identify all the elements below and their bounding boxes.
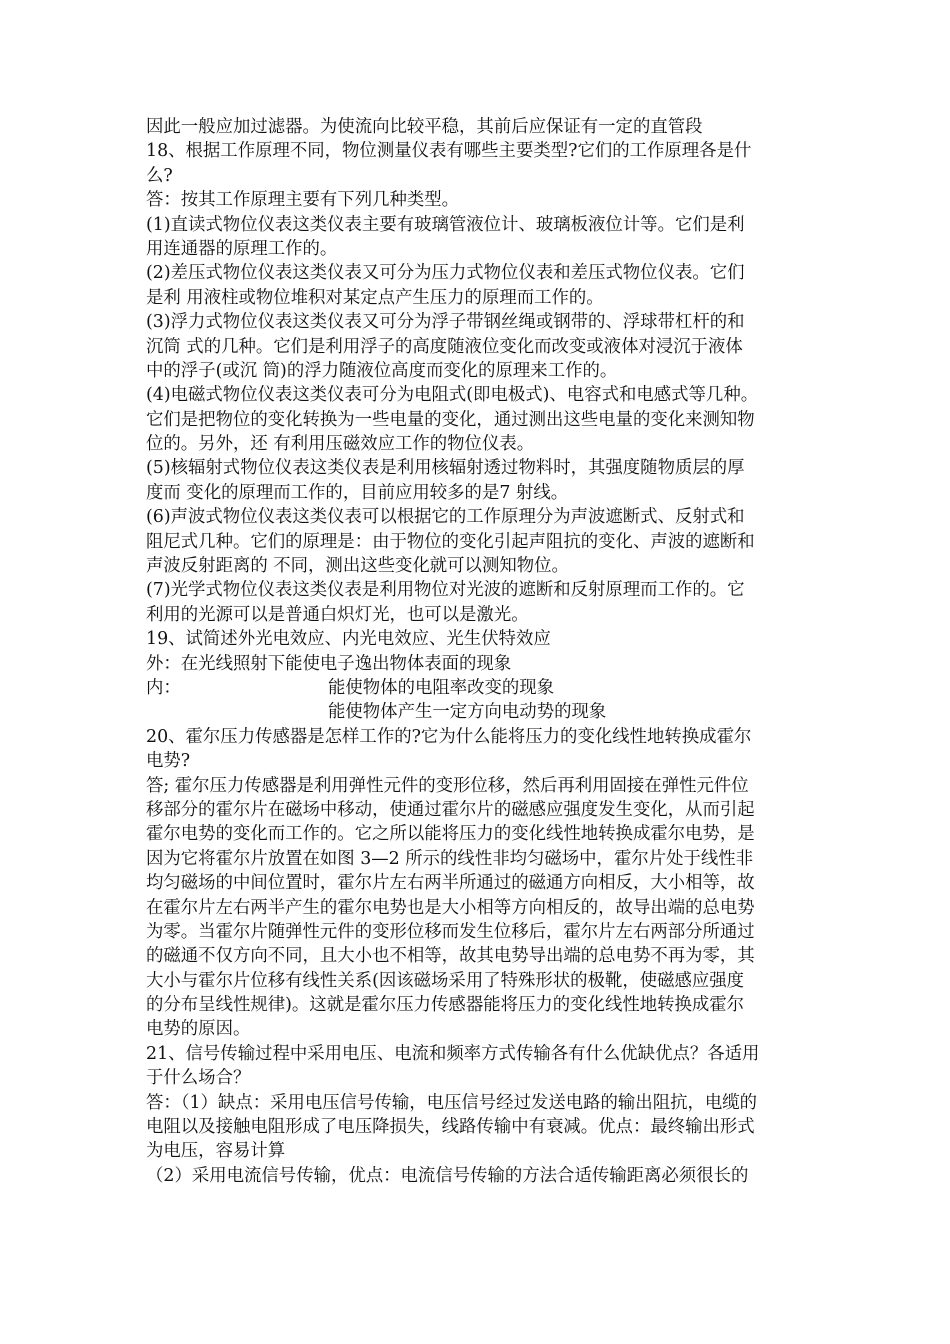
text-line: 霍尔电势的变化而工作的。它之所以能将压力的变化线性地转换成霍尔电势，是 [146, 824, 755, 845]
text-line: 大小与霍尔片位移有线性关系(因该磁场采用了特殊形状的极靴，使磁感应强度 [146, 970, 745, 991]
answer-18-intro: 答：按其工作原理主要有下列几种类型。 [146, 190, 460, 211]
question-19-heading: 19、试简述外光电效应、内光电效应、光生伏特效应 [146, 629, 551, 650]
text-line: 用连通器的原理工作的。 [146, 238, 338, 259]
text-line: 的磁通不仅方向不同，且大小也不相等，故其电势导出端的总电势不再为零，其 [146, 946, 755, 967]
text-line: 利用的光源可以是普通白炽灯光，也可以是激光。 [146, 604, 529, 625]
text-line: (6)声波式物位仪表这类仪表可以根据它的工作原理分为声波遮断式、反射式和 [146, 507, 745, 528]
text-line: (4)电磁式物位仪表这类仪表可分为电阻式(即电极式)、电容式和电感式等几种。 [146, 385, 759, 406]
text-line: 么? [146, 165, 173, 186]
text-line: (1)直读式物位仪表这类仪表主要有玻璃管液位计、玻璃板液位计等。它们是利 [146, 214, 745, 235]
inner-label: 内： [146, 677, 181, 698]
text-line: 是利 用液柱或物位堆积对某定点产生压力的原理而工作的。 [146, 287, 604, 308]
text-line: (7)光学式物位仪表这类仪表是利用物位对光波的遮断和反射原理而工作的。它 [146, 580, 745, 601]
text-line: 均匀磁场的中间位置时，霍尔片左右两半所通过的磁通方向相反，大小相等，故 [146, 873, 755, 894]
document-body [146, 115, 816, 1188]
question-21-heading: 21、信号传输过程中采用电压、电流和频率方式传输各有什么优缺优点？各适用 [146, 1043, 760, 1064]
text-line: 电势的原因。 [146, 1019, 251, 1040]
inner-text: 能使物体的电阻率改变的现象 [328, 677, 555, 698]
text-line: 因为它将霍尔片放置在如图 3—2 所示的线性非均匀磁场中，霍尔片处于线性非 [146, 848, 754, 869]
question-18-heading: 18、根据工作原理不同，物位测量仪表有哪些主要类型?它们的工作原理各是什 [146, 141, 752, 162]
text-line: 它们是把物位的变化转换为一些电量的变化，通过测出这些电量的变化来测知物 [146, 409, 755, 430]
text-line: 的分布呈线性规律)。这就是霍尔压力传感器能将压力的变化线性地转换成霍尔 [146, 995, 745, 1016]
text-line: 于什么场合？ [146, 1068, 251, 1089]
text-line: 阻尼式几种。它们的原理是：由于物位的变化引起声阻抗的变化、声波的遮断和 [146, 531, 755, 552]
text-line: 因此一般应加过滤器。为使流向比较平稳，其前后应保证有一定的直管段 [146, 117, 703, 137]
text-line: 在霍尔片左右两半产生的霍尔电势也是大小相等方向相反的，故导出端的总电势 [146, 897, 755, 918]
text-line: 答; 霍尔压力传感器是利用弹性元件的变形位移，然后再利用固接在弹性元件位 [146, 775, 749, 796]
text-line: 沉筒 式的几种。它们是利用浮子的高度随液位变化而改变或液体对浸沉于液体 [146, 336, 743, 357]
text-line: （2）采用电流信号传输，优点：电流信号传输的方法合适传输距离必须很长的 [146, 1165, 749, 1186]
text-line: (3)浮力式物位仪表这类仪表又可分为浮子带钢丝绳或钢带的、浮球带杠杆的和 [146, 312, 745, 333]
text-line: 移部分的霍尔片在磁场中移动，使通过霍尔片的磁感应强度发生变化，从而引起 [146, 799, 755, 820]
question-20-heading: 20、霍尔压力传感器是怎样工作的?它为什么能将压力的变化线性地转换成霍尔 [146, 726, 752, 747]
text-line: 为零。当霍尔片随弹性元件的变形位移而发生位移后，霍尔片左右两部分所通过 [146, 921, 755, 942]
inner-photoeffect-line [146, 676, 816, 700]
photovoltaic-line [146, 700, 816, 724]
text-line: (2)差压式物位仪表这类仪表又可分为压力式物位仪表和差压式物位仪表。它们 [146, 263, 745, 284]
text-line: 为电压，容易计算 [146, 1141, 286, 1162]
text-line: (5)核辐射式物位仪表这类仪表是利用核辐射透过物料时，其强度随物质层的厚 [146, 458, 745, 479]
text-line: 位的。另外，还 有利用压磁效应工作的物位仪表。 [146, 434, 535, 455]
text-line: 中的浮子(或沉 筒)的浮力随液位高度而变化的原理来工作的。 [146, 360, 618, 381]
text-line: 答：（1）缺点：采用电压信号传输，电压信号经过发送电路的输出阻抗，电缆的 [146, 1092, 758, 1113]
text-line: 电阻以及接触电阻形成了电压降损失，线路传输中有衰减。优点：最终输出形式 [146, 1117, 755, 1138]
text-line: 电势? [146, 751, 191, 772]
pv-text: 能使物体产生一定方向电动势的现象 [328, 702, 607, 723]
text-line: 声波反射距离的 不同，测出这些变化就可以测知物位。 [146, 556, 569, 577]
text-line: 外：在光线照射下能使电子逸出物体表面的现象 [146, 653, 512, 674]
text-line: 度而 变化的原理而工作的，目前应用较多的是7 射线。 [146, 482, 569, 503]
